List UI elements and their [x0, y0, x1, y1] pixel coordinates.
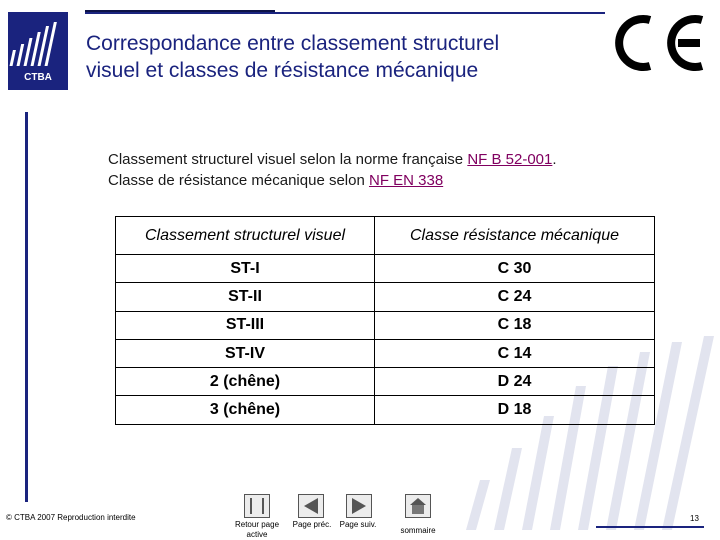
logo-text: CTBA [24, 72, 52, 83]
classification-table [115, 216, 655, 425]
intro-line-1-suffix: . [552, 151, 557, 168]
next-page-label: Page suiv. [339, 520, 377, 529]
summary-label: sommaire [400, 526, 436, 535]
previous-page-button[interactable] [298, 494, 324, 518]
return-page-label: Retour page active [234, 520, 280, 539]
table-row [116, 396, 655, 424]
table-row [116, 311, 655, 339]
summary-icon [406, 495, 430, 517]
table-cell-grade: ST-IV [116, 339, 375, 367]
table-row [116, 283, 655, 311]
next-page-button[interactable] [346, 494, 372, 518]
table-header-visual-grading: Classement structurel visuel [116, 217, 375, 255]
intro-line-2-prefix: Classe de résistance mécanique selon [108, 172, 369, 189]
page-number: 13 [690, 514, 699, 523]
return-page-icon [245, 495, 269, 517]
table-cell-grade: ST-I [116, 255, 375, 283]
table-cell-class: C 18 [375, 311, 655, 339]
table-cell-grade: 2 (chêne) [116, 368, 375, 396]
intro-text [108, 149, 557, 191]
nf-b-52-001-link[interactable]: NF B 52-001 [467, 151, 553, 168]
left-accent-bar [25, 112, 28, 502]
table-cell-class: D 24 [375, 368, 655, 396]
page-title-line-2: visuel et classes de résistance mécanique [86, 59, 479, 82]
footer-rule [596, 526, 704, 528]
table-row [116, 339, 655, 367]
table-row [116, 255, 655, 283]
copyright-notice: © CTBA 2007 Reproduction interdite [6, 513, 136, 522]
previous-page-label: Page préc. [292, 520, 332, 529]
table-cell-grade: 3 (chêne) [116, 396, 375, 424]
previous-page-icon [299, 495, 323, 517]
ce-mark-icon [612, 10, 712, 76]
next-page-icon [347, 495, 371, 517]
page-title [86, 30, 606, 84]
table-header-strength-class: Classe résistance mécanique [375, 217, 655, 255]
table-row [116, 368, 655, 396]
page-title-line-1: Correspondance entre classement structurel [86, 32, 500, 55]
intro-line-1 [108, 149, 557, 170]
intro-line-2 [108, 170, 557, 191]
table-cell-class: C 24 [375, 283, 655, 311]
table-cell-class: C 14 [375, 339, 655, 367]
table-cell-grade: ST-III [116, 311, 375, 339]
intro-line-1-prefix: Classement structurel visuel selon la norme française [108, 151, 468, 168]
nf-en-338-link[interactable]: NF EN 338 [368, 172, 444, 189]
table-cell-class: D 18 [375, 396, 655, 424]
table-header-row [116, 217, 655, 255]
header-rule [85, 12, 605, 14]
table-cell-grade: ST-II [116, 283, 375, 311]
return-page-button[interactable] [244, 494, 270, 518]
summary-button[interactable] [405, 494, 431, 518]
table-cell-class: C 30 [375, 255, 655, 283]
